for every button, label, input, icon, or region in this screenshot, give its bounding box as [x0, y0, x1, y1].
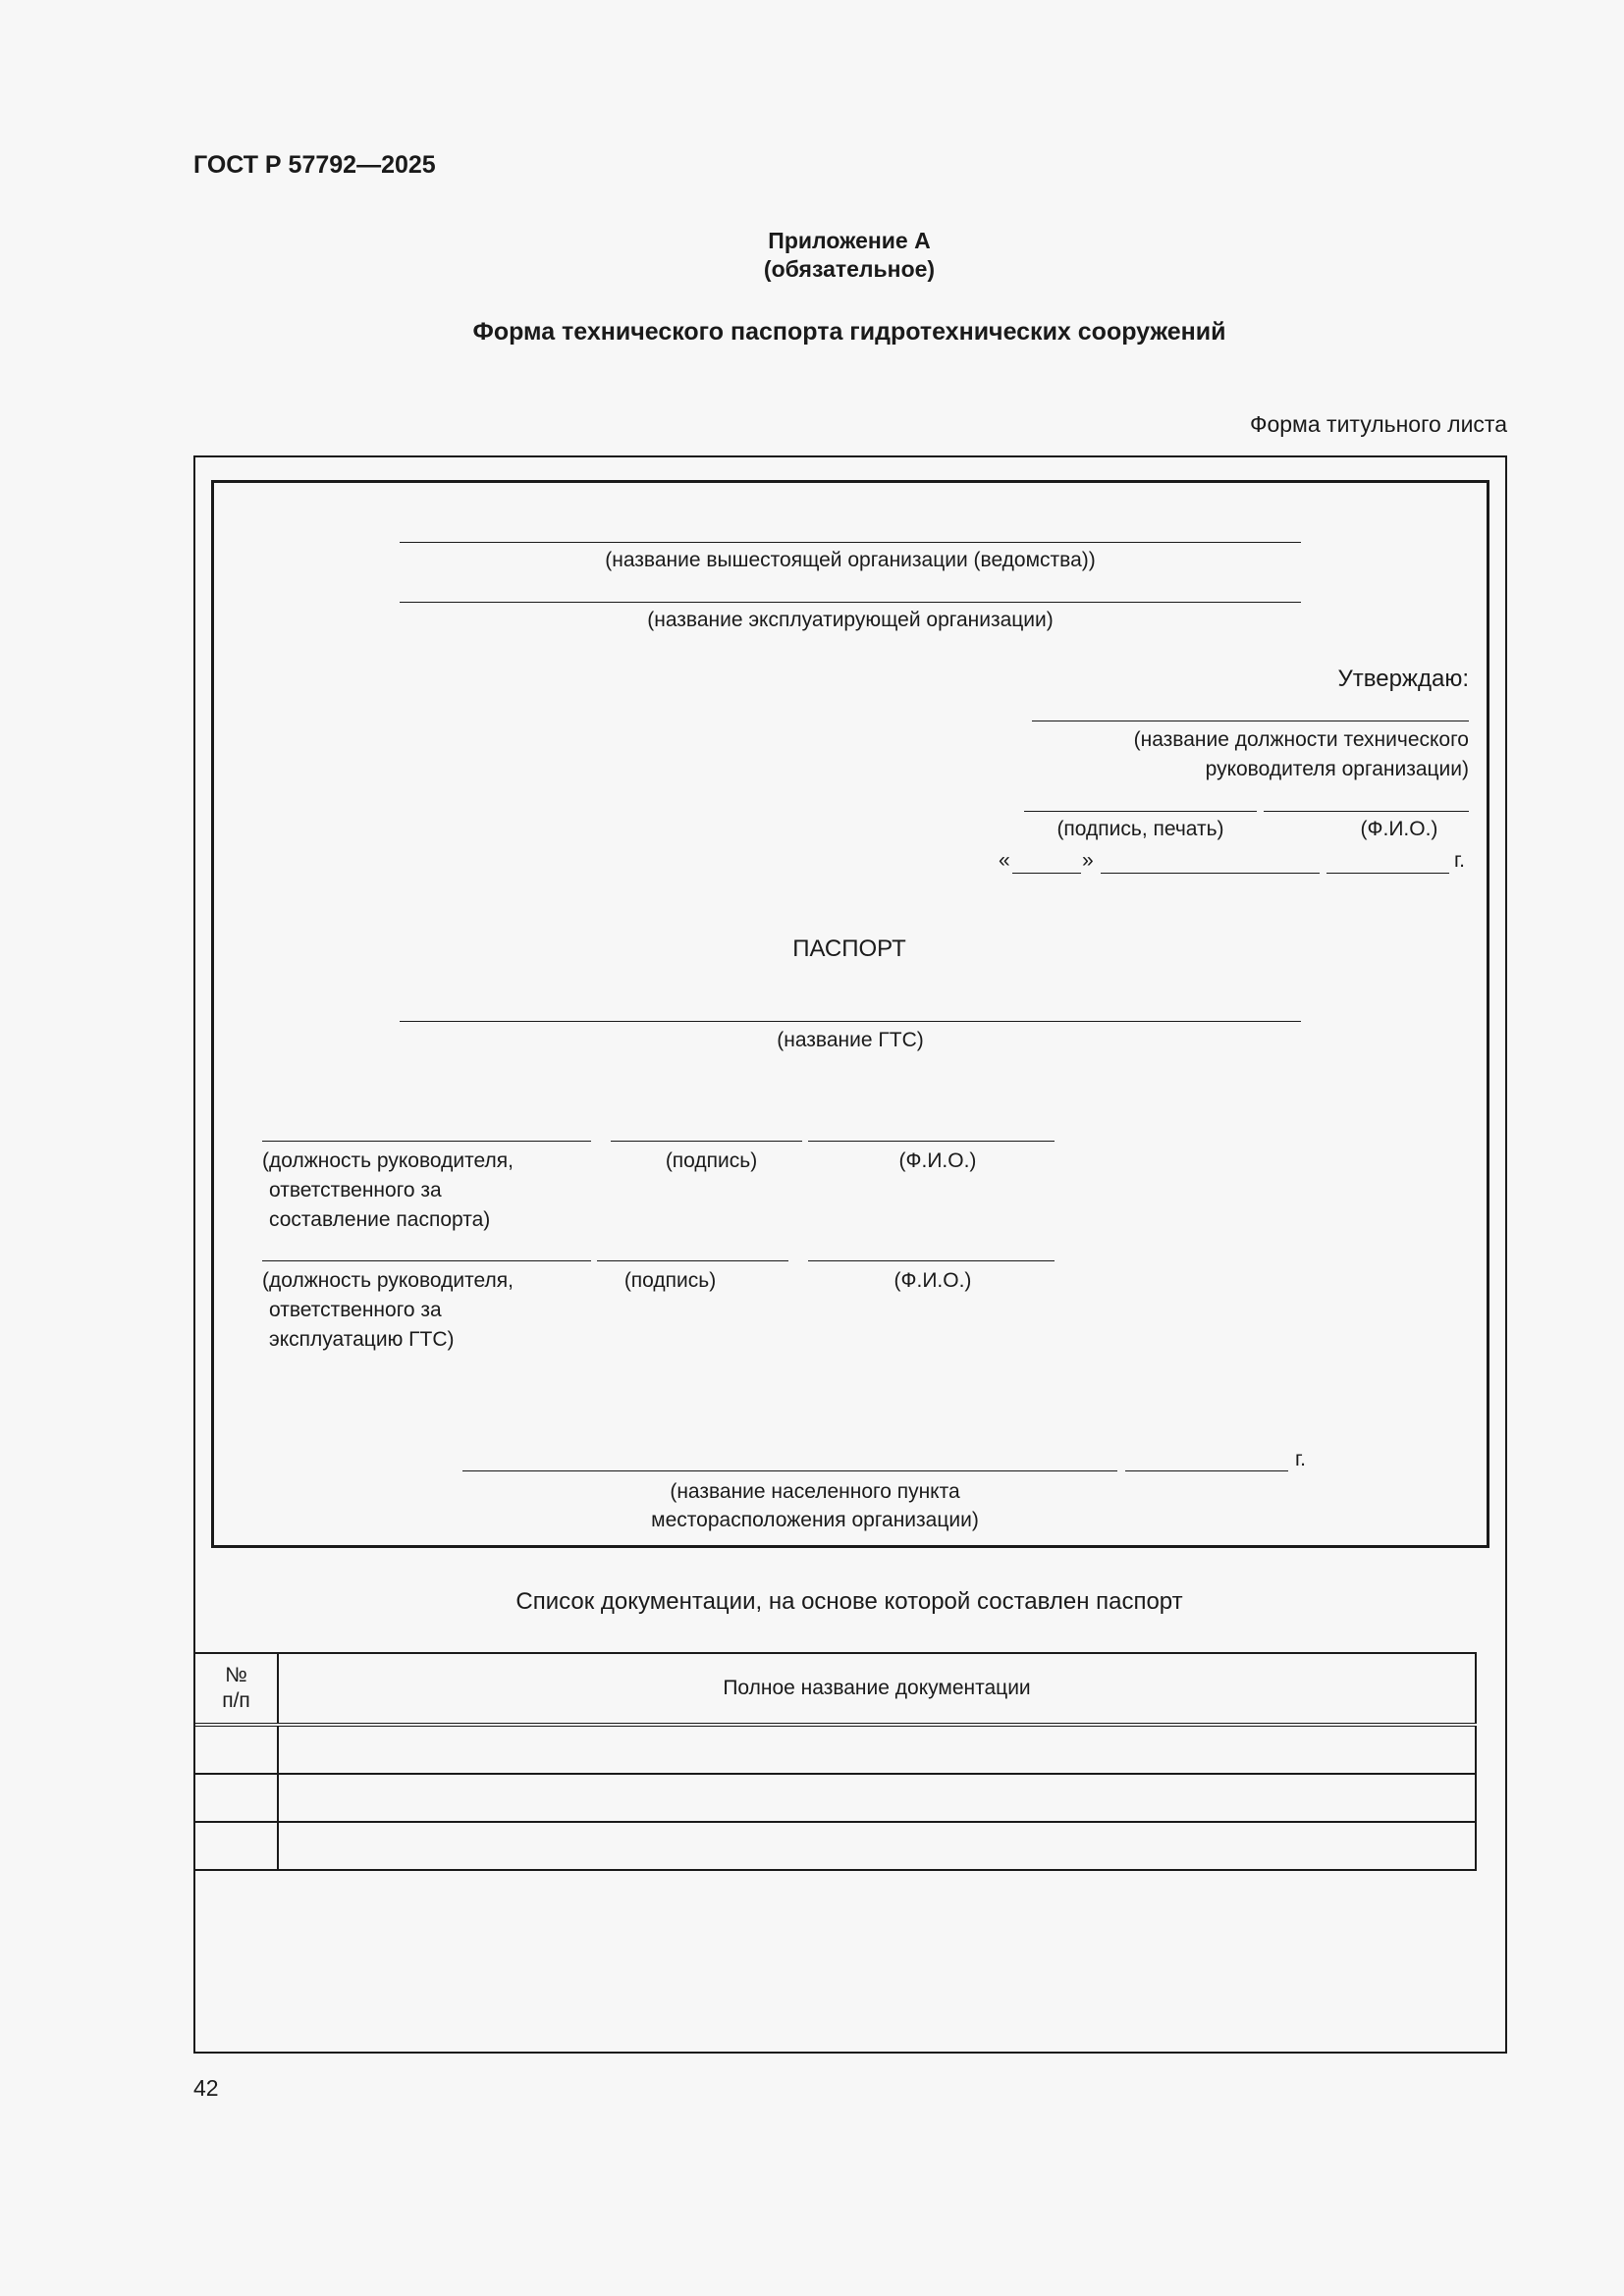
approve-fio-line: [1264, 811, 1469, 812]
signatory2-position-line: [262, 1260, 591, 1261]
documents-table: [193, 1652, 1477, 1871]
signatory2-position-caption-2: ответственного за: [269, 1299, 442, 1321]
signatory2-fio-caption: (Ф.И.О.): [893, 1269, 972, 1292]
table-cell-number[interactable]: [194, 1725, 278, 1774]
gts-name-caption: (название ГТС): [777, 1029, 924, 1051]
page-number: 42: [193, 2075, 219, 2101]
approve-signature-caption: (подпись, печать): [1056, 818, 1224, 840]
signatory1-fio-caption: (Ф.И.О.): [898, 1149, 977, 1172]
location-year-suffix: г.: [1295, 1448, 1306, 1470]
column-header-number-line2: п/п: [222, 1689, 250, 1712]
date-year-line: [1326, 873, 1449, 874]
signatory1-position-caption-3: составление паспорта): [269, 1208, 491, 1231]
column-header-number-line1: №: [225, 1664, 247, 1686]
superior-org-caption: (название вышестоящей организации (ведомства)): [605, 549, 1096, 571]
operating-org-line: [400, 602, 1301, 603]
approve-position-caption-2: руководителя организации): [1205, 758, 1469, 780]
signatory2-position-caption-3: эксплуатацию ГТС): [269, 1328, 455, 1351]
table-cell-name[interactable]: [278, 1822, 1476, 1870]
appendix-status: (обязательное): [763, 256, 936, 282]
title-sheet-frame: [211, 480, 1489, 1548]
signatory2-fio-line: [808, 1260, 1055, 1261]
form-label: Форма титульного листа: [1249, 411, 1507, 437]
gts-name-line: [400, 1021, 1301, 1022]
document-number: ГОСТ Р 57792—2025: [193, 151, 436, 179]
signatory1-fio-line: [808, 1141, 1055, 1142]
superior-org-line: [400, 542, 1301, 543]
location-caption-1: (название населенного пункта: [670, 1480, 960, 1503]
date-open-quote: «: [999, 849, 1010, 872]
column-header-number: [194, 1653, 278, 1725]
documents-list-title: Список документации, на основе которой составлен паспорт: [515, 1588, 1183, 1615]
date-year-suffix: г.: [1454, 849, 1465, 872]
passport-title: ПАСПОРТ: [792, 935, 906, 962]
signatory1-position-caption-2: ответственного за: [269, 1179, 442, 1201]
operating-org-caption: (название эксплуатирующей организации): [647, 609, 1054, 631]
column-header-name: Полное название документации: [278, 1653, 1476, 1725]
table-cell-name[interactable]: [278, 1725, 1476, 1774]
signatory2-signature-caption: (подпись): [623, 1269, 717, 1292]
approve-fio-caption: (Ф.И.О.): [1360, 818, 1438, 840]
date-day-line: [1012, 873, 1081, 874]
signatory1-signature-caption: (подпись): [665, 1149, 758, 1172]
date-month-line: [1101, 873, 1320, 874]
location-name-line: [462, 1470, 1117, 1471]
table-header-row: [194, 1653, 1476, 1725]
location-year-line: [1125, 1470, 1288, 1471]
signatory2-position-caption-1: (должность руководителя,: [262, 1269, 514, 1292]
approve-label: Утверждаю:: [1337, 666, 1469, 692]
table-row: [194, 1725, 1476, 1774]
table-row: [194, 1822, 1476, 1870]
signatory1-signature-line: [611, 1141, 802, 1142]
signatory1-position-caption-1: (должность руководителя,: [262, 1149, 514, 1172]
signatory1-position-line: [262, 1141, 591, 1142]
approve-signature-line: [1024, 811, 1257, 812]
table-cell-name[interactable]: [278, 1774, 1476, 1822]
date-close-quote: »: [1082, 849, 1094, 872]
location-caption-2: месторасположения организации): [651, 1509, 979, 1531]
appendix-heading: Форма технического паспорта гидротехнических сооружений: [472, 318, 1226, 346]
table-row: [194, 1774, 1476, 1822]
signatory2-signature-line: [597, 1260, 788, 1261]
approve-position-caption-1: (название должности технического: [1133, 728, 1469, 751]
table-cell-number[interactable]: [194, 1774, 278, 1822]
appendix-title: Приложение А: [768, 228, 931, 253]
table-cell-number[interactable]: [194, 1822, 278, 1870]
